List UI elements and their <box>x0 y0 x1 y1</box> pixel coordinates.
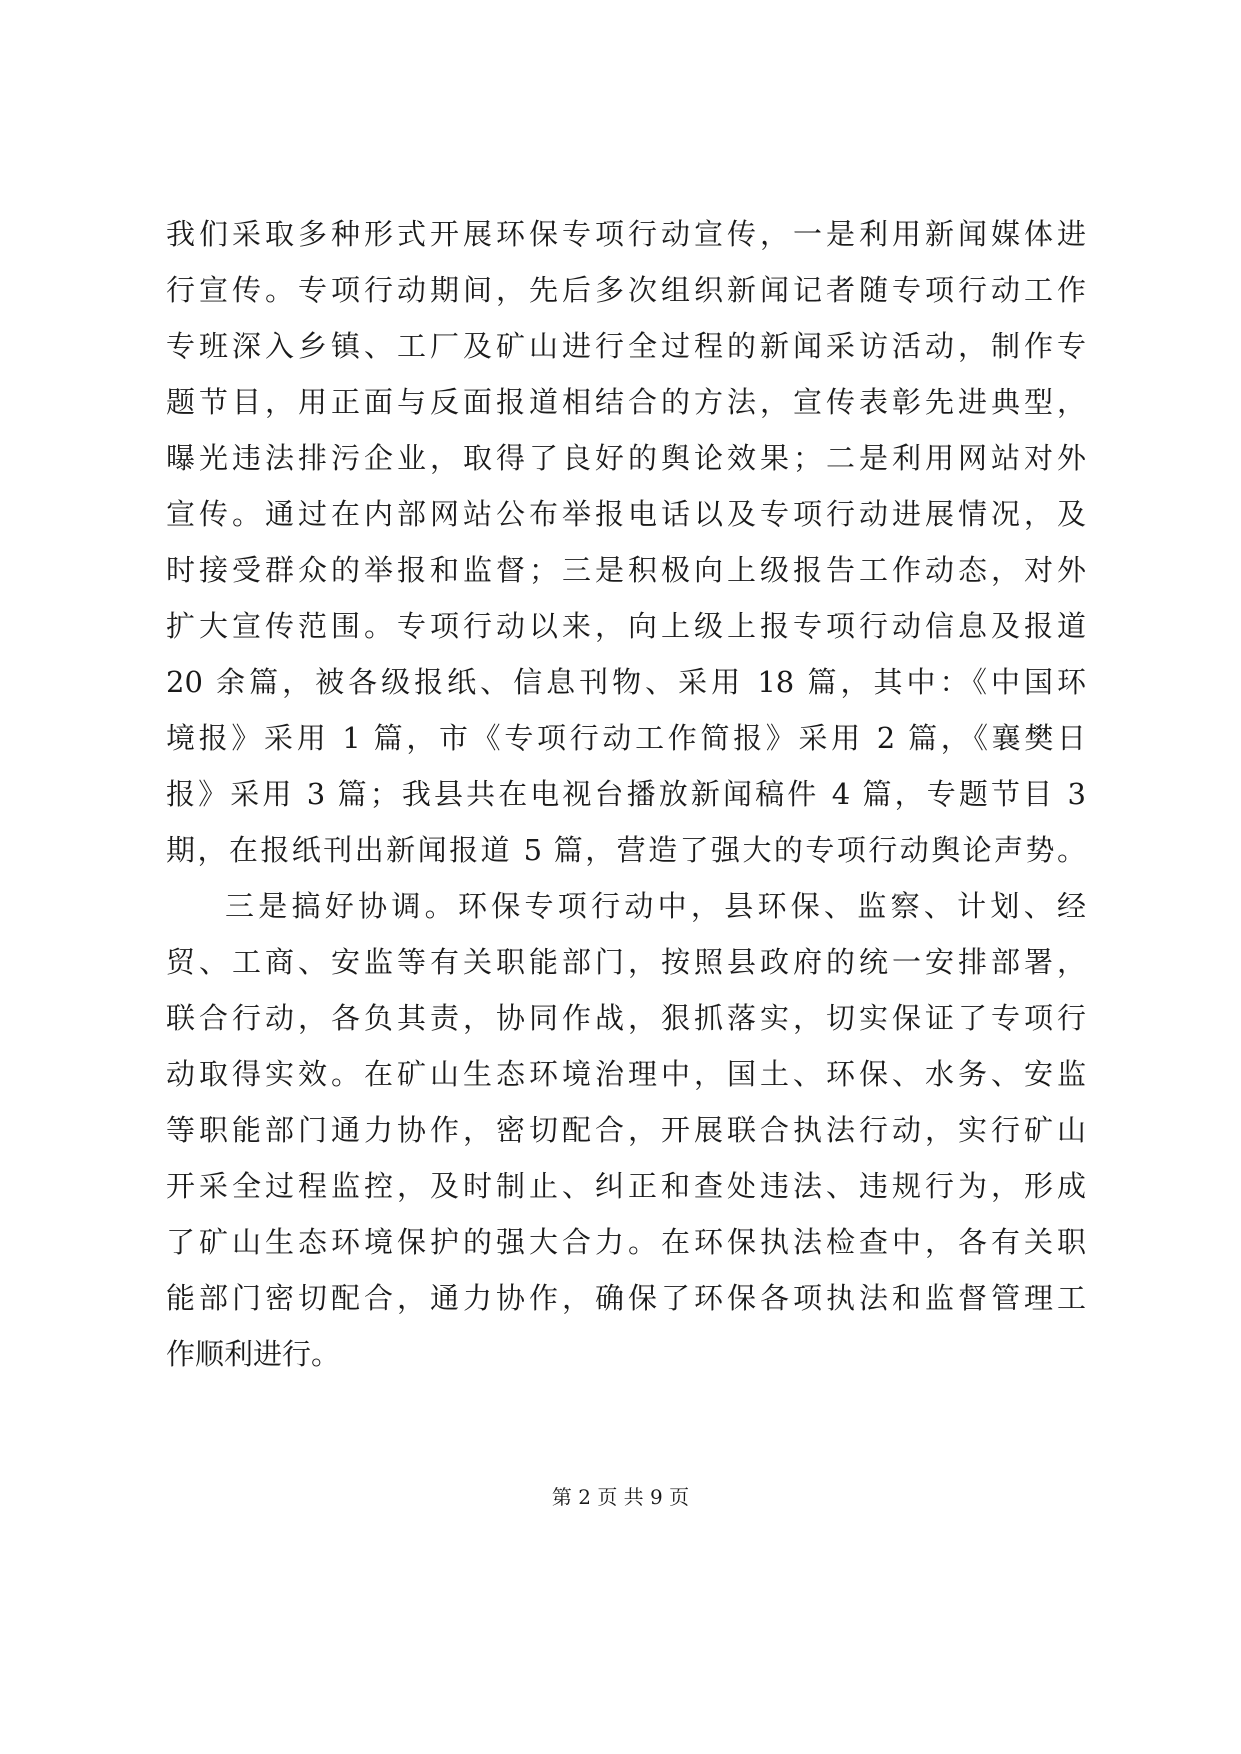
body-text-line: 能部门密切配合，通力协作，确保了环保各项执法和监督管理工 <box>166 1281 1086 1315</box>
body-text-line: 20 余篇，被各级报纸、信息刊物、采用 18 篇，其中：《中国环 <box>166 665 1086 699</box>
body-text-line: 作顺利进行。 <box>166 1337 341 1371</box>
body-text-line: 开采全过程监控，及时制止、纠正和查处违法、违规行为，形成 <box>166 1169 1086 1203</box>
body-text-line: 行宣传。专项行动期间，先后多次组织新闻记者随专项行动工作 <box>166 273 1086 307</box>
body-text-line: 贸、工商、安监等有关职能部门，按照县政府的统一安排部署， <box>166 945 1086 979</box>
body-text-line: 期，在报纸刊出新闻报道 5 篇，营造了强大的专项行动舆论声势。 <box>166 833 1086 867</box>
body-text-line: 动取得实效。在矿山生态环境治理中，国土、环保、水务、安监 <box>166 1057 1086 1091</box>
body-text-line: 三是搞好协调。环保专项行动中，县环保、监察、计划、经 <box>225 889 1086 923</box>
body-text-line: 曝光违法排污企业，取得了良好的舆论效果；二是利用网站对外 <box>166 441 1086 475</box>
body-text-line: 等职能部门通力协作，密切配合，开展联合执法行动，实行矿山 <box>166 1113 1086 1147</box>
body-text-line: 了矿山生态环境保护的强大合力。在环保执法检查中，各有关职 <box>166 1225 1086 1259</box>
body-text-line: 报》采用 3 篇；我县共在电视台播放新闻稿件 4 篇，专题节目 3 <box>166 777 1086 811</box>
body-text-line: 我们采取多种形式开展环保专项行动宣传，一是利用新闻媒体进 <box>166 217 1086 251</box>
body-text-line: 扩大宣传范围。专项行动以来，向上级上报专项行动信息及报道 <box>166 609 1086 643</box>
body-text-line: 宣传。通过在内部网站公布举报电话以及专项行动进展情况，及 <box>166 497 1086 531</box>
body-text-line: 时接受群众的举报和监督；三是积极向上级报告工作动态，对外 <box>166 553 1086 587</box>
body-text-line: 联合行动，各负其责，协同作战，狠抓落实，切实保证了专项行 <box>166 1001 1086 1035</box>
body-text-line: 题节目，用正面与反面报道相结合的方法，宣传表彰先进典型， <box>166 385 1086 419</box>
body-text-line: 专班深入乡镇、工厂及矿山进行全过程的新闻采访活动，制作专 <box>166 329 1086 363</box>
page-number-footer: 第 2 页 共 9 页 <box>551 1485 690 1509</box>
body-text-line: 境报》采用 1 篇，市《专项行动工作简报》采用 2 篇，《襄樊日 <box>166 721 1086 755</box>
